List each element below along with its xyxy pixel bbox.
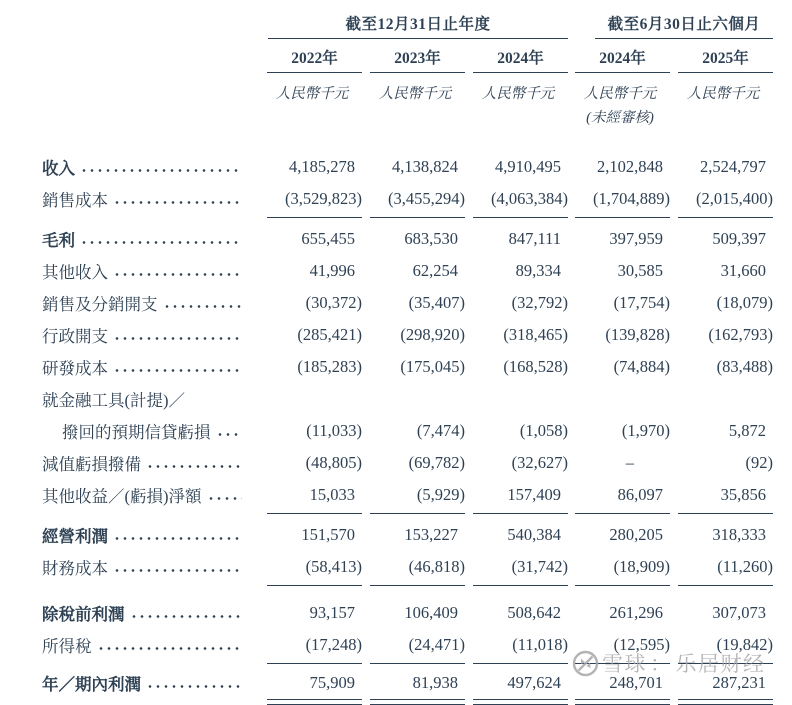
value-cell: 153,227 [404, 525, 458, 544]
rule-segment [473, 513, 568, 514]
value-cell: 4,910,495 [495, 157, 561, 176]
value-cell: (46,818) [408, 557, 465, 576]
rule-segment [575, 699, 670, 705]
value-cell: 81,938 [412, 673, 458, 692]
header-group-annual [248, 12, 568, 39]
rule-segment [267, 585, 362, 586]
dot-leader [113, 369, 242, 372]
total-double-rule [42, 697, 773, 705]
dot-leader [163, 305, 243, 308]
value-cell: (175,045) [400, 357, 465, 376]
watermark-account: 乐居财经 [675, 653, 766, 676]
value-cell: 248,701 [609, 673, 663, 692]
value-cell: (18,079) [716, 293, 773, 312]
row-label-cell [42, 187, 248, 211]
row-label: 銷售及分銷開支 [42, 295, 158, 314]
table-row [42, 319, 773, 351]
watermark-separator: ： [650, 653, 673, 676]
rule-segment [267, 663, 362, 664]
value-cell: 509,397 [712, 229, 766, 248]
row-label: 研發成本 [42, 359, 108, 378]
subtotal-rule [42, 661, 773, 669]
column-header-2024: 2024年 [473, 46, 568, 73]
dot-leader [80, 169, 242, 172]
dot-leader [207, 497, 243, 500]
unit-label: 人民幣千元 [583, 86, 657, 102]
value-cell: (7,474) [416, 421, 465, 440]
header-group-interim [568, 12, 773, 39]
row-label-cell [42, 387, 248, 411]
row-label: 財務成本 [42, 559, 108, 578]
value-cell: 86,097 [617, 485, 663, 504]
value-cell: (3,529,823) [285, 189, 362, 208]
value-cell: (24,471) [408, 635, 465, 654]
rule-segment [267, 217, 362, 218]
value-cell: (11,033) [306, 421, 362, 440]
value-cell: (32,627) [511, 453, 568, 472]
value-cell: (1,058) [519, 421, 568, 440]
row-label-cell [42, 555, 248, 579]
dot-leader [146, 685, 242, 688]
value-cell: 540,384 [507, 525, 561, 544]
row-label-cell [42, 601, 248, 625]
value-cell: 31,660 [720, 261, 766, 280]
row-label: 毛利 [42, 231, 75, 250]
value-cell: 4,138,824 [392, 157, 458, 176]
dot-leader [113, 537, 242, 540]
value-cell: 655,455 [301, 229, 355, 248]
rule-segment [678, 513, 773, 514]
value-cell: (139,828) [605, 325, 670, 344]
rule-segment [370, 513, 465, 514]
value-cell: 280,205 [609, 525, 663, 544]
value-cell: (298,920) [400, 325, 465, 344]
table-row [42, 383, 773, 415]
row-label: 其他收入 [42, 263, 108, 282]
value-cell: 683,530 [404, 229, 458, 248]
rule-segment [575, 217, 670, 218]
table-row [42, 415, 773, 447]
value-cell: (19,842) [716, 635, 773, 654]
column-header-2022: 2022年 [267, 46, 362, 73]
rule-segment [370, 585, 465, 586]
rule-segment [678, 663, 773, 664]
value-cell: (18,909) [613, 557, 670, 576]
dot-leader [113, 273, 242, 276]
rule-segment [473, 663, 568, 664]
rule-segment [575, 513, 670, 514]
row-label-cell [42, 323, 248, 347]
row-label: 銷售成本 [42, 191, 108, 210]
rule-segment [473, 217, 568, 218]
unaudited-label: (未經審核) [586, 110, 654, 126]
rule-segment [267, 513, 362, 514]
rule-segment [575, 663, 670, 664]
rule-segment [370, 217, 465, 218]
row-label-cell [42, 291, 248, 315]
value-cell: (48,805) [305, 453, 362, 472]
table-row [42, 519, 773, 551]
value-cell: (1,704,889) [593, 189, 670, 208]
row-label-cell [42, 227, 248, 251]
row-label: 撥回的預期信貸虧損 [62, 423, 211, 442]
unaudited-row [42, 106, 773, 127]
subtotal-rule [42, 215, 773, 223]
row-label: 行政開支 [42, 327, 108, 346]
dot-leader [216, 433, 243, 436]
dot-leader [146, 465, 242, 468]
value-cell: – [625, 453, 634, 472]
value-cell: 75,909 [309, 673, 355, 692]
value-cell: (58,413) [305, 557, 362, 576]
value-cell: 508,642 [507, 603, 561, 622]
row-label: 年／期內利潤 [42, 675, 141, 694]
value-cell: (17,754) [613, 293, 670, 312]
rule-segment [678, 699, 773, 705]
value-cell: 89,334 [515, 261, 561, 280]
value-cell: (92) [745, 453, 773, 472]
value-cell: 157,409 [507, 485, 561, 504]
row-label-cell [42, 633, 248, 657]
value-cell: 106,409 [404, 603, 458, 622]
table-row [42, 551, 773, 583]
value-cell: 5,872 [728, 421, 766, 440]
table-row [42, 629, 773, 661]
value-cell: (74,884) [613, 357, 670, 376]
value-cell: 4,185,278 [289, 157, 355, 176]
value-cell: (5,929) [416, 485, 465, 504]
table-row [42, 183, 773, 215]
value-cell: (1,970) [621, 421, 670, 440]
value-cell: 15,033 [309, 485, 355, 504]
value-cell: 2,524,797 [700, 157, 766, 176]
rule-segment [575, 585, 670, 586]
row-label-cell [42, 155, 248, 179]
value-cell: 35,856 [720, 485, 766, 504]
value-cell: (69,782) [408, 453, 465, 472]
value-cell: (162,793) [708, 325, 773, 344]
dot-leader [80, 241, 242, 244]
value-cell: (12,595) [613, 635, 670, 654]
value-cell: 287,231 [712, 673, 766, 692]
table-row [42, 287, 773, 319]
value-cell: (168,528) [503, 357, 568, 376]
value-cell: (31,742) [511, 557, 568, 576]
value-cell: 41,996 [309, 261, 355, 280]
row-label-cell [42, 355, 248, 379]
row-label: 其他收益／(虧損)淨額 [42, 487, 202, 506]
value-cell: 93,157 [309, 603, 355, 622]
value-cell: 497,624 [507, 673, 561, 692]
dot-leader [113, 569, 242, 572]
column-header-2024-interim: 2024年 [575, 46, 670, 73]
unit-label: 人民幣千元 [686, 86, 760, 102]
value-cell: 62,254 [412, 261, 458, 280]
value-cell: (185,283) [297, 357, 362, 376]
dot-leader [113, 201, 242, 204]
value-cell: (11,018) [512, 635, 568, 654]
dot-leader [113, 337, 242, 340]
dot-leader [97, 647, 243, 650]
value-cell: (318,465) [503, 325, 568, 344]
watermark-source: 雪球 [602, 653, 647, 676]
table-row [42, 351, 773, 383]
value-cell: (32,792) [511, 293, 568, 312]
value-cell: (2,015,400) [696, 189, 773, 208]
value-cell: (11,260) [717, 557, 773, 576]
value-cell: (30,372) [305, 293, 362, 312]
value-cell: 30,585 [617, 261, 663, 280]
table-row [42, 597, 773, 629]
rule-segment [678, 217, 773, 218]
header-group-annual-title: 截至12月31日止年度 [345, 16, 491, 33]
value-cell: 2,102,848 [597, 157, 663, 176]
row-label-cell [42, 523, 248, 547]
row-label: 經營利潤 [42, 527, 108, 546]
table-row [42, 151, 773, 183]
row-label-cell [42, 419, 248, 443]
rule-segment [370, 699, 465, 705]
row-label-cell [42, 671, 248, 695]
column-header-2025-interim: 2025年 [678, 46, 773, 73]
row-label: 收入 [42, 159, 75, 178]
value-cell: (285,421) [297, 325, 362, 344]
rule-segment [678, 585, 773, 586]
row-label-cell [42, 483, 248, 507]
table-row [42, 223, 773, 255]
rule-segment [267, 699, 362, 705]
value-cell: 318,333 [712, 525, 766, 544]
row-label: 就金融工具(計提)／ [42, 391, 185, 410]
value-cell: 307,073 [712, 603, 766, 622]
value-cell: (4,063,384) [491, 189, 568, 208]
table-body [42, 151, 773, 705]
subtotal-rule [42, 511, 773, 519]
table-row [42, 447, 773, 479]
rule-segment [370, 663, 465, 664]
unit-label: 人民幣千元 [481, 86, 555, 102]
value-cell: (83,488) [716, 357, 773, 376]
unit-label: 人民幣千元 [378, 86, 452, 102]
unit-row [42, 82, 773, 103]
table-row [42, 479, 773, 511]
value-cell: (3,455,294) [388, 189, 465, 208]
value-cell: (17,248) [305, 635, 362, 654]
rule-segment [473, 699, 568, 705]
value-cell: (35,407) [408, 293, 465, 312]
row-label: 減值虧損撥備 [42, 455, 141, 474]
row-label-cell [42, 259, 248, 283]
unit-label: 人民幣千元 [275, 86, 349, 102]
header-group-row [42, 12, 773, 39]
rule-segment [473, 585, 568, 586]
dot-leader [130, 615, 243, 618]
year-header-row [42, 46, 773, 73]
table-row [42, 255, 773, 287]
column-header-2023: 2023年 [370, 46, 465, 73]
row-label: 所得稅 [42, 637, 92, 656]
value-cell: 847,111 [508, 229, 561, 248]
value-cell: 151,570 [301, 525, 355, 544]
subtotal-rule [42, 583, 773, 591]
value-cell: 397,959 [609, 229, 663, 248]
value-cell: 261,296 [609, 603, 663, 622]
row-label: 除稅前利潤 [42, 605, 125, 624]
header-group-interim-title: 截至6月30日止六個月 [607, 16, 761, 33]
row-label-cell [42, 451, 248, 475]
